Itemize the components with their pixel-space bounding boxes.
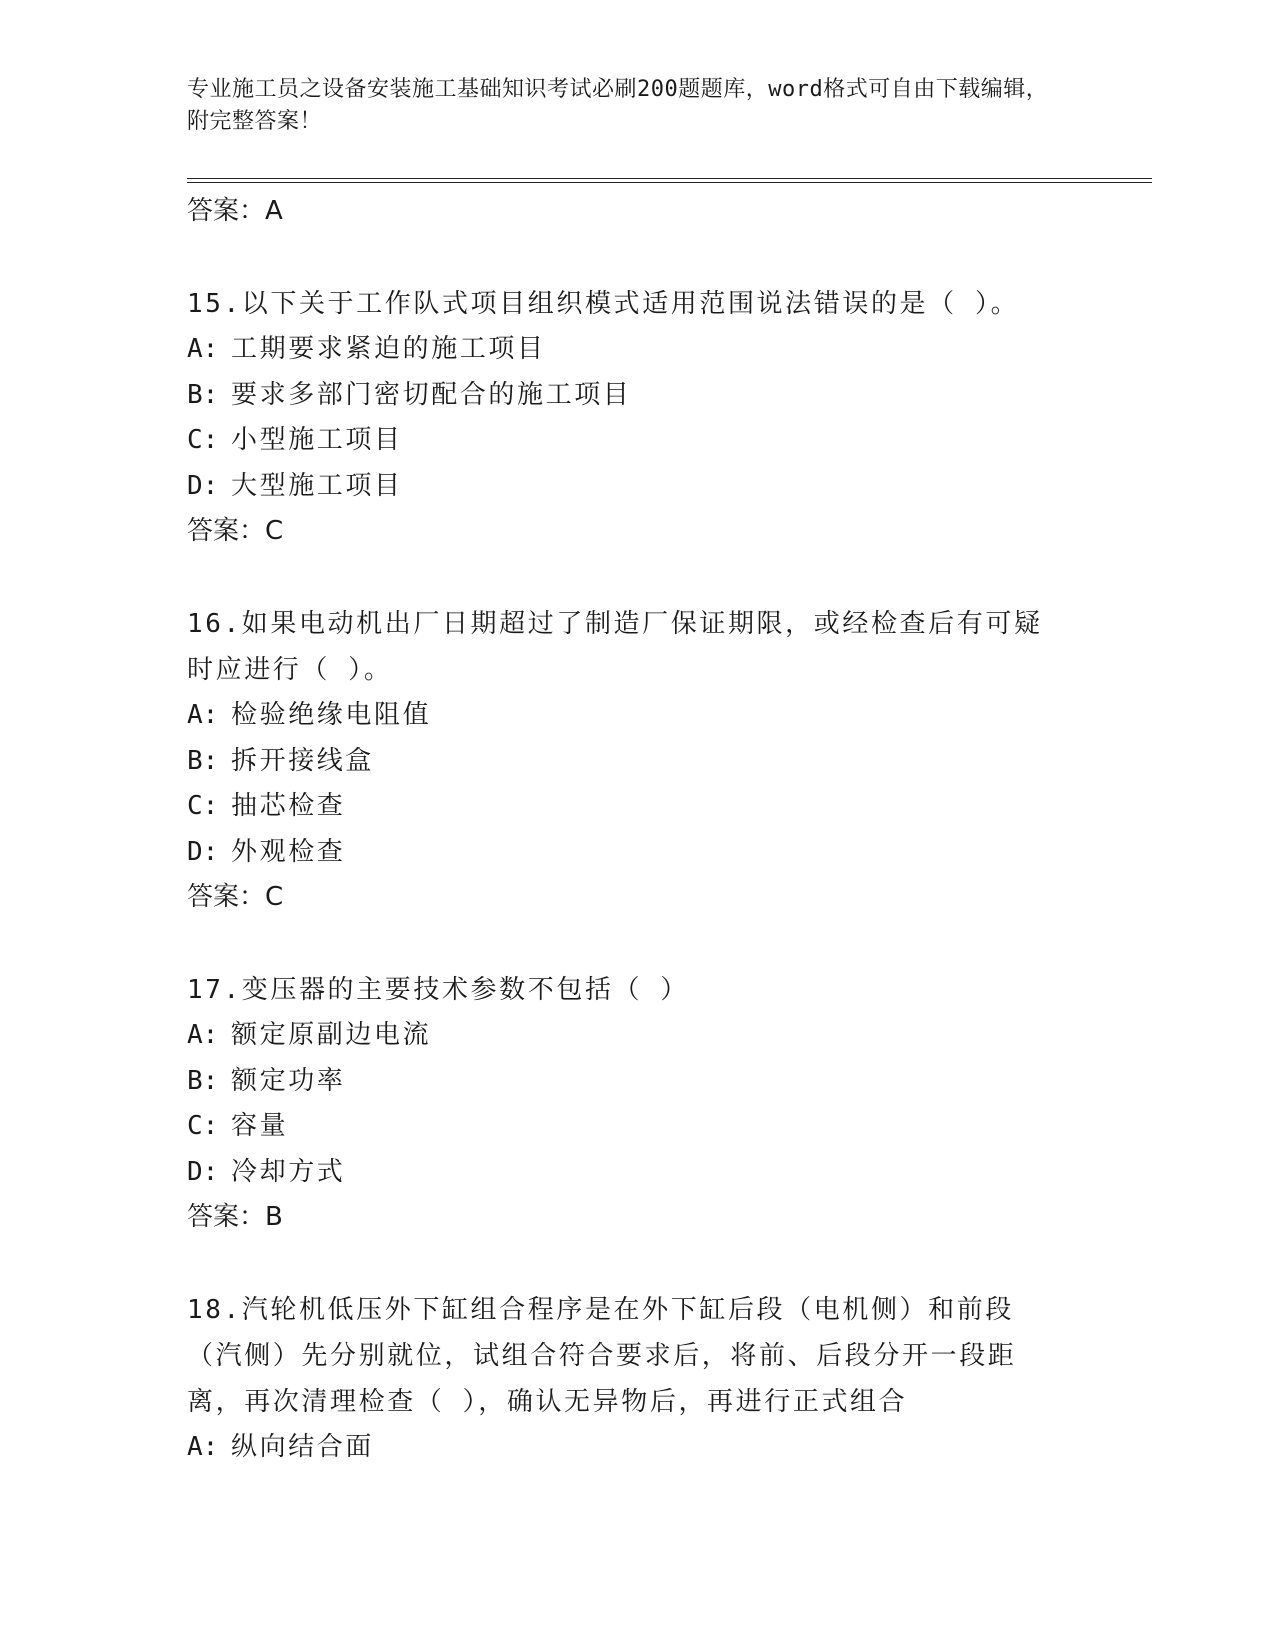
option-letter: C: [187,1111,219,1141]
document-title: 专业施工员之设备安装施工基础知识考试必刷200题题库，word格式可自由下载编辑，附完整答案！ [187,77,1049,134]
option-text: 纵向结合面 [231,1432,375,1462]
option-text: 检验绝缘电阻值 [231,700,432,730]
option-a [187,693,1087,739]
option-c [187,1104,1087,1150]
spacer [187,919,1087,967]
document-header [187,74,1067,138]
option-text: 额定原副边电流 [231,1020,432,1050]
question-block [187,1287,1087,1471]
question-list [187,189,1087,1471]
option-letter: B: [187,379,219,410]
question-stem: 16.如果电动机出厂日期超过了制造厂保证期限，或经检查后有可疑时应进行（ ）。 [187,609,1043,685]
option-text: 容量 [231,1111,289,1141]
option-text: 抽芯检查 [231,791,346,821]
option-b [187,739,1087,785]
spacer [187,553,1087,601]
option-letter: B: [187,745,219,776]
option-text: 要求多部门密切配合的施工项目 [231,379,632,410]
option-d [187,1150,1087,1196]
option-text: 小型施工项目 [231,425,403,455]
option-letter: A: [187,1432,219,1462]
option-letter: A: [187,700,219,730]
option-letter: D: [187,470,219,501]
option-c [187,784,1087,830]
option-b [187,373,1087,419]
answer-line: 答案：C [187,516,284,546]
header-rule-top [187,178,1152,179]
option-d [187,464,1087,510]
question-stem: 18.汽轮机低压外下缸组合程序是在外下缸后段（电机侧）和前段（汽侧）先分别就位，试组合符合要求后，将前、后段分开一段距离，再次清理检查（ ），确认无异物后，再进行正式组合 [187,1295,1017,1417]
question-block [187,967,1087,1239]
option-letter: A: [187,334,219,364]
option-text: 额定功率 [231,1065,346,1096]
option-text: 拆开接线盒 [231,745,375,776]
question-block [187,601,1087,919]
option-a [187,1013,1087,1059]
option-letter: B: [187,1065,219,1096]
option-letter: D: [187,1156,219,1187]
question-block [187,281,1087,553]
option-letter: C: [187,425,219,455]
option-letter: A: [187,1020,219,1050]
question-stem: 15.以下关于工作队式项目组织模式适用范围说法错误的是（ ）。 [187,289,1020,319]
option-a [187,327,1087,373]
answer-line: 答案：B [187,1202,283,1232]
answer-line: 答案：C [187,882,284,912]
option-letter: D: [187,836,219,867]
option-text: 工期要求紧迫的施工项目 [231,334,546,364]
option-b [187,1059,1087,1105]
option-a [187,1425,1087,1471]
spacer [187,233,1087,281]
answer-line: 答案：A [187,196,283,226]
option-d [187,830,1087,876]
header-rule-bottom [187,182,1152,183]
question-stem: 17.变压器的主要技术参数不包括（ ） [187,975,690,1005]
spacer [187,1239,1087,1287]
option-text: 冷却方式 [231,1156,346,1187]
option-text: 外观检查 [231,836,346,867]
option-c [187,418,1087,464]
option-letter: C: [187,791,219,821]
option-text: 大型施工项目 [231,470,403,501]
